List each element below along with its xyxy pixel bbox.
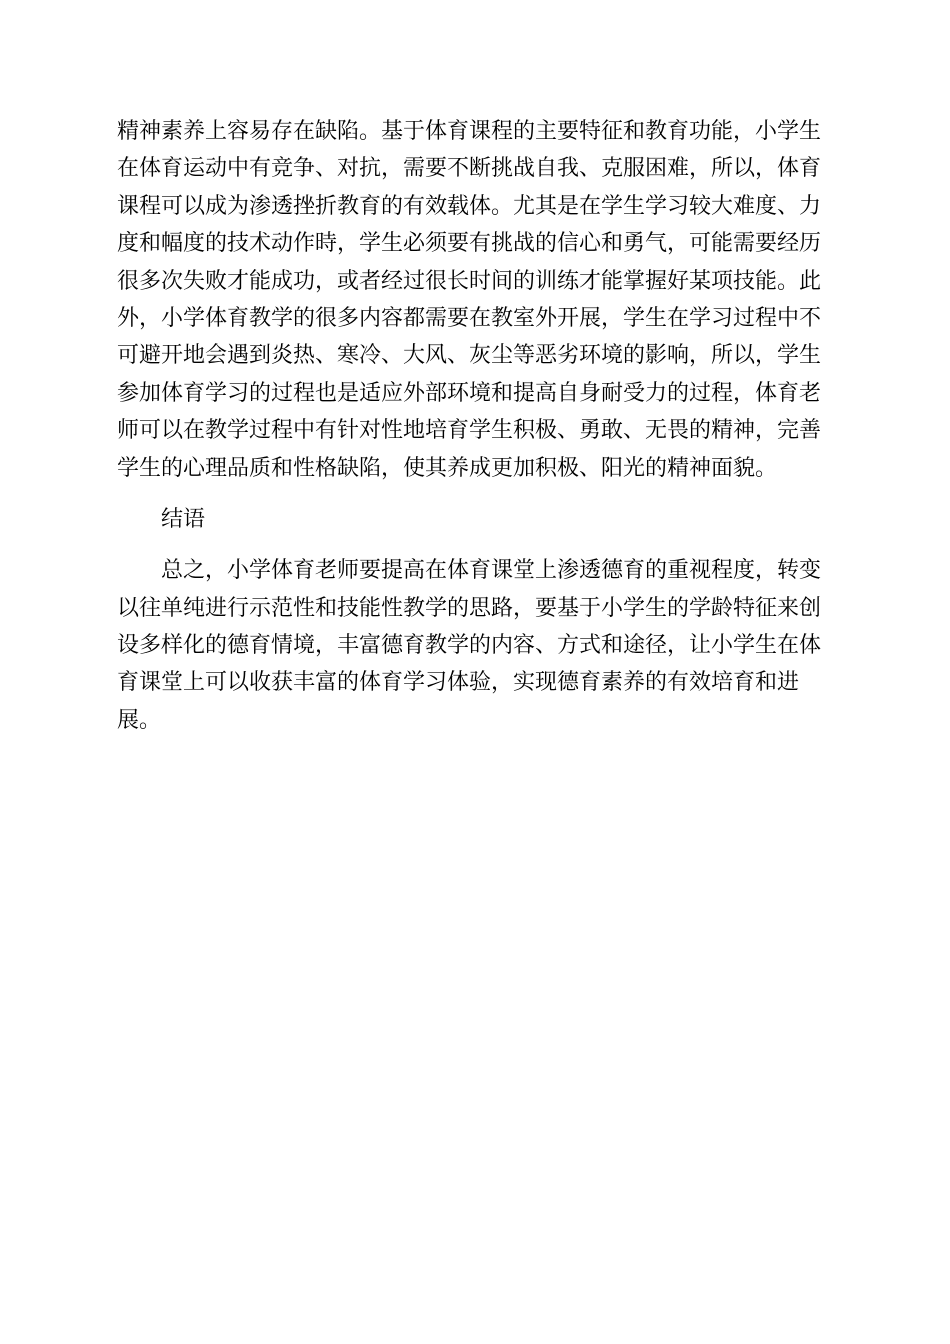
text-line: 展。 bbox=[117, 707, 162, 733]
text-line: 师可以在教学过程中有针对性地培育学生积极、勇敢、无畏的精神，完善 bbox=[117, 418, 822, 444]
text-line: 度和幅度的技术动作時，学生必须要有挑战的信心和勇气，可能需要经历 bbox=[117, 231, 822, 257]
text-line: 参加体育学习的过程也是适应外部环境和提高自身耐受力的过程，体育老 bbox=[117, 380, 822, 406]
paragraph-2 bbox=[117, 552, 833, 739]
text-line: 以往单纯进行示范性和技能性教学的思路，要基于小学生的学龄特征来创 bbox=[117, 595, 822, 621]
text-line: 精神素养上容易存在缺陷。基于体育课程的主要特征和教育功能，小学生 bbox=[117, 119, 822, 144]
text-line: 可避开地会遇到炎热、寒冷、大风、灰尘等恶劣环境的影响，所以，学生 bbox=[117, 343, 822, 369]
paragraph-spacer bbox=[117, 487, 833, 501]
text-line: 设多样化的德育情境，丰富德育教学的内容、方式和途径，让小学生在体 bbox=[117, 633, 822, 659]
paragraph-spacer bbox=[117, 538, 833, 552]
text-line: 在体育运动中有竞争、对抗，需要不断挑战自我、克服困难，所以，体育 bbox=[117, 156, 822, 182]
text-line: 很多次失败才能成功，或者经过很长时间的训练才能掌握好某项技能。此 bbox=[117, 268, 822, 294]
document-body bbox=[117, 113, 833, 739]
text-line: 课程可以成为渗透挫折教育的有效载体。尤其是在学生学习较大难度、力 bbox=[117, 193, 822, 219]
text-line: 总之，小学体育老师要提高在体育课堂上渗透德育的重视程度，转变 bbox=[161, 558, 822, 584]
text-line: 学生的心理品质和性格缺陷，使其养成更加积极、阳光的精神面貌。 bbox=[117, 455, 778, 481]
section-heading: 结语 bbox=[161, 506, 206, 532]
text-line: 外，小学体育教学的很多内容都需要在教室外开展，学生在学习过程中不 bbox=[117, 305, 822, 331]
text-line: 育课堂上可以收获丰富的体育学习体验，实现德育素养的有效培育和进 bbox=[117, 670, 800, 696]
paragraph-1 bbox=[117, 113, 833, 487]
